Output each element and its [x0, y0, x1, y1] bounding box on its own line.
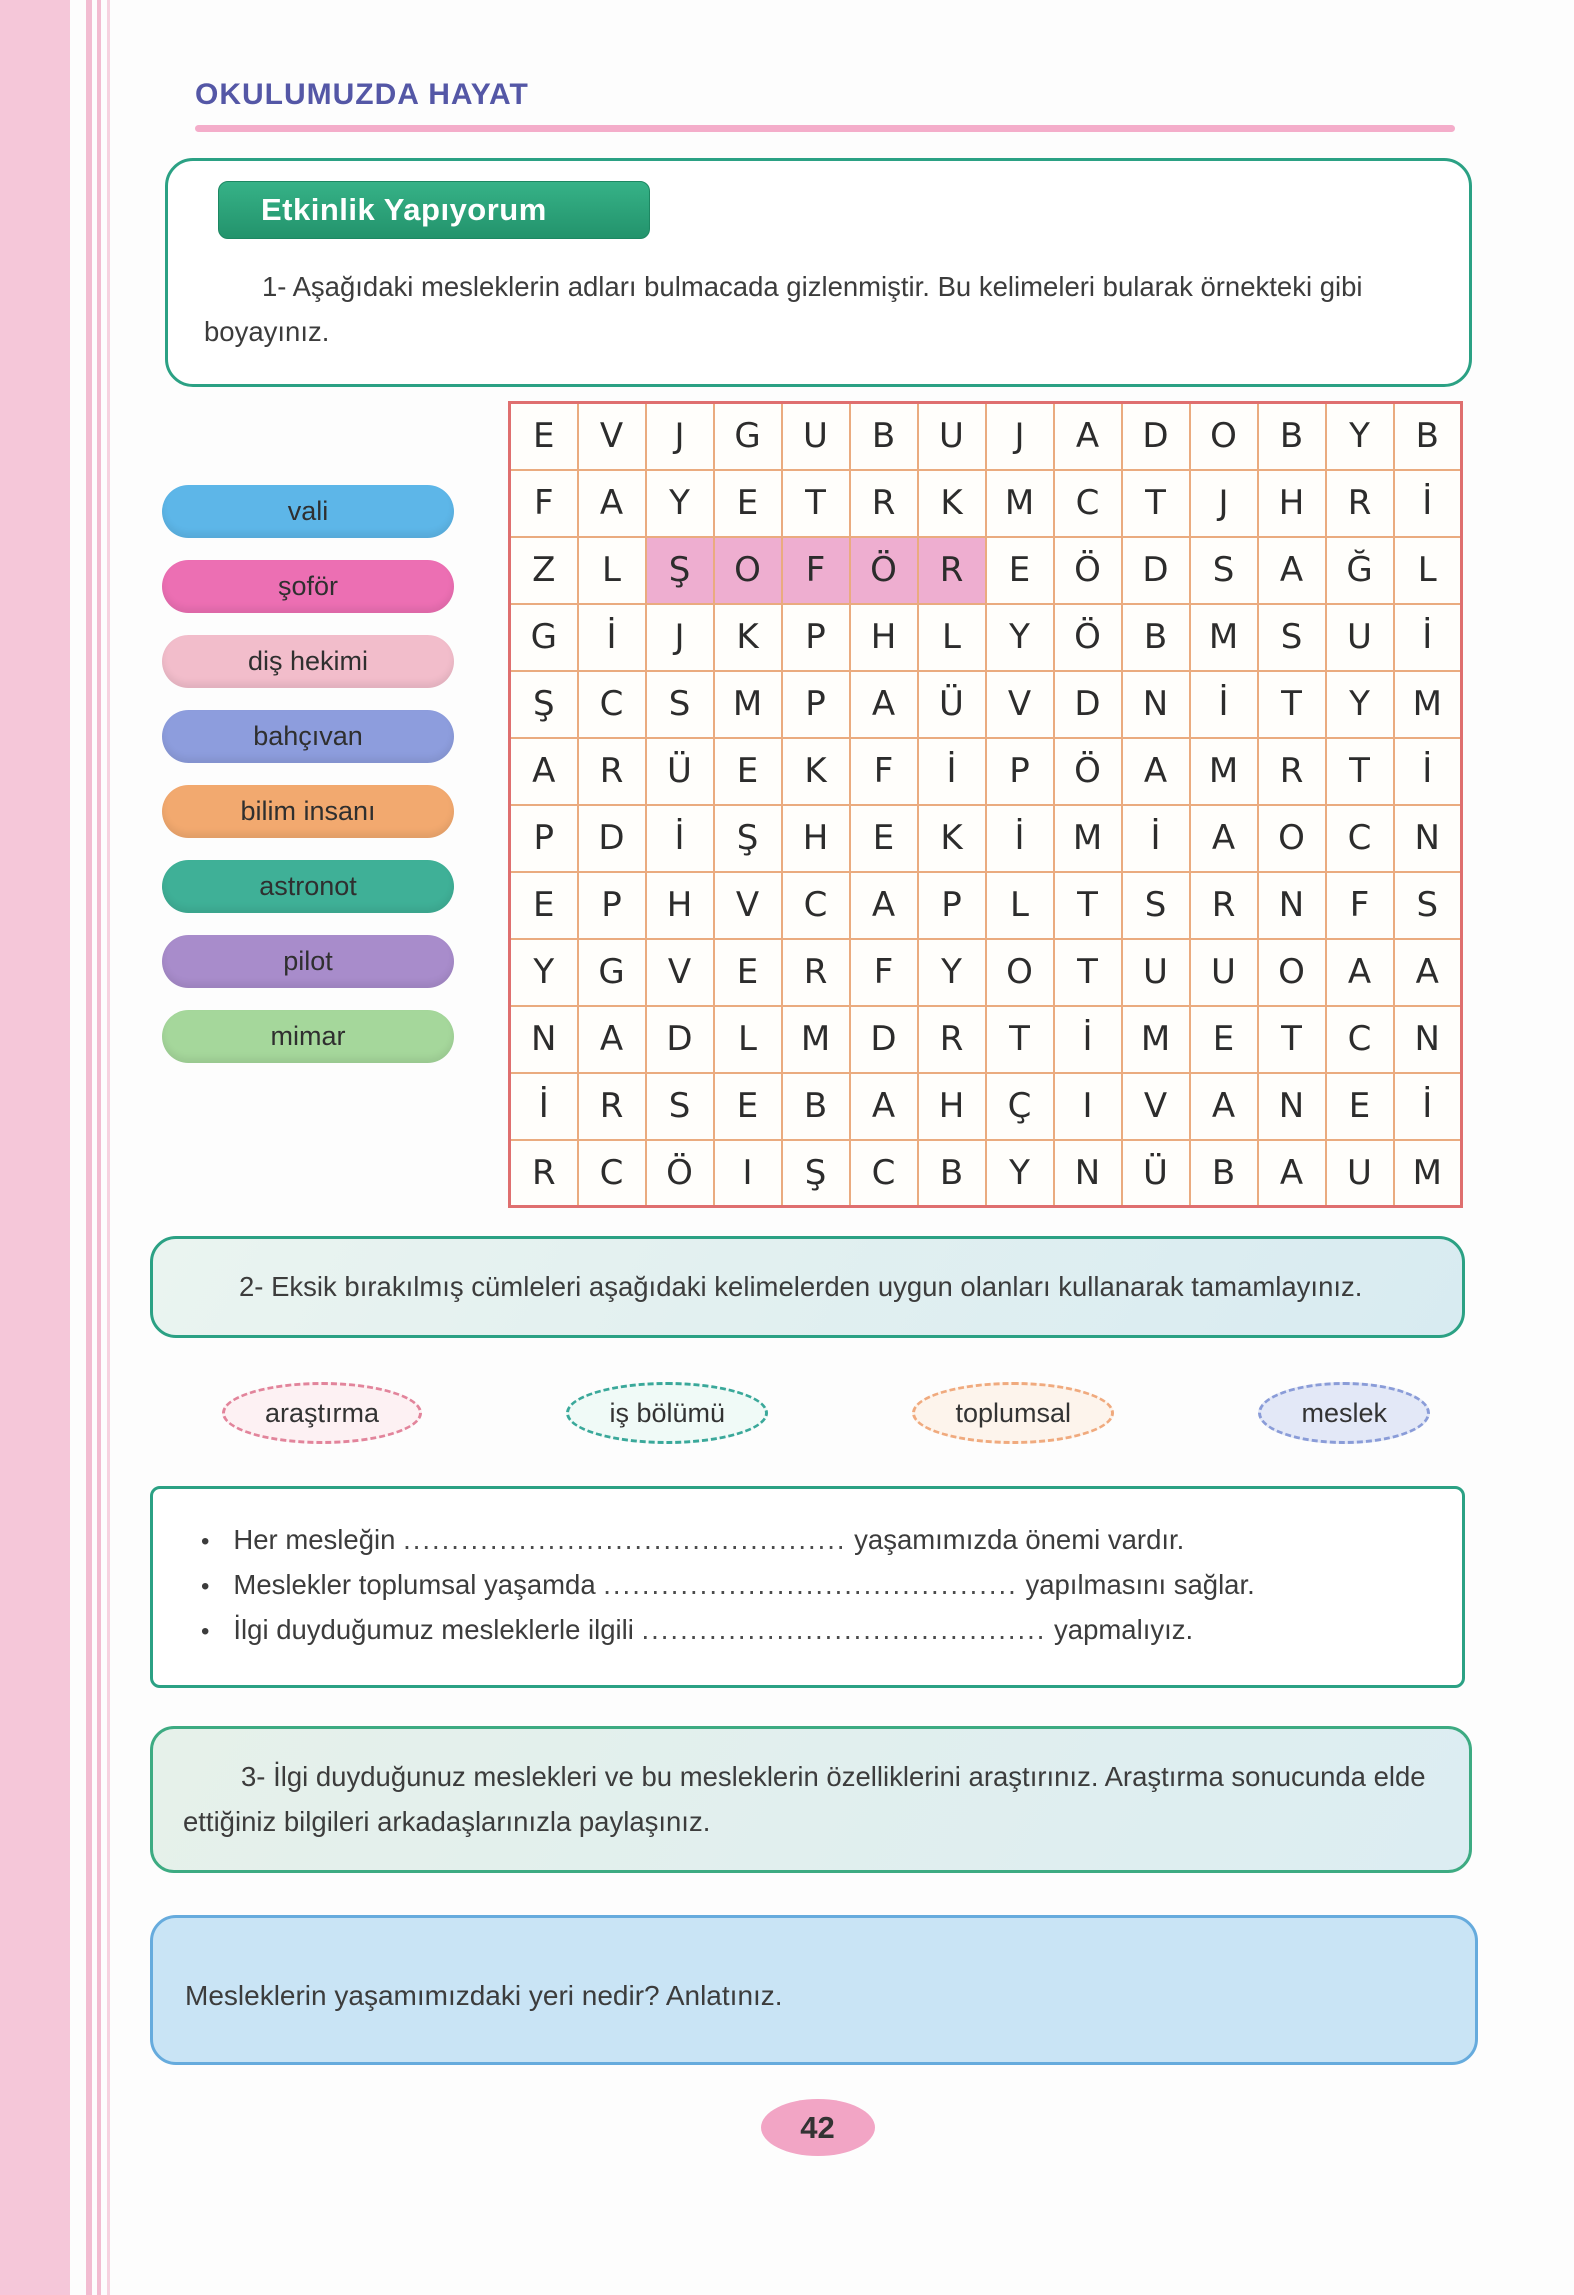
grid-cell: J [986, 403, 1054, 470]
grid-cell: R [1258, 738, 1326, 805]
grid-cell: İ [1394, 470, 1462, 537]
grid-cell: E [1190, 1006, 1258, 1073]
grid-cell: E [986, 537, 1054, 604]
grid-cell-highlighted: Ö [850, 537, 918, 604]
grid-cell: Y [986, 604, 1054, 671]
grid-cell: S [1258, 604, 1326, 671]
grid-cell: N [1394, 805, 1462, 872]
blank-line: ........................................... [603, 1569, 1018, 1601]
word-bank-badge: toplumsal [912, 1382, 1114, 1444]
page-title: OKULUMUZDA HAYAT [195, 78, 529, 111]
grid-cell: T [1326, 738, 1394, 805]
grid-cell: O [986, 939, 1054, 1006]
grid-cell: I [714, 1140, 782, 1207]
grid-cell: A [1258, 1140, 1326, 1207]
grid-cell: R [510, 1140, 578, 1207]
grid-cell: Ş [714, 805, 782, 872]
grid-cell: P [510, 805, 578, 872]
blank-line: .............................................. [403, 1524, 847, 1556]
grid-cell: J [1190, 470, 1258, 537]
grid-cell: Ş [510, 671, 578, 738]
grid-cell: N [1054, 1140, 1122, 1207]
grid-cell: H [850, 604, 918, 671]
grid-cell: İ [1054, 1006, 1122, 1073]
grid-cell: O [1258, 805, 1326, 872]
grid-cell: Ö [646, 1140, 714, 1207]
grid-cell: E [850, 805, 918, 872]
grid-cell: B [1258, 403, 1326, 470]
grid-cell: C [1326, 1006, 1394, 1073]
grid-cell: M [1190, 738, 1258, 805]
grid-row [510, 604, 1462, 671]
word-pill: şoför [162, 560, 454, 613]
grid-cell: R [1326, 470, 1394, 537]
grid-cell: Ö [1054, 537, 1122, 604]
grid-cell: Ö [1054, 604, 1122, 671]
grid-cell: V [1122, 1073, 1190, 1140]
grid-cell: V [986, 671, 1054, 738]
grid-cell: E [714, 939, 782, 1006]
grid-cell: C [782, 872, 850, 939]
grid-cell: T [782, 470, 850, 537]
word-pill: diş hekimi [162, 635, 454, 688]
word-pill: mimar [162, 1010, 454, 1063]
grid-cell: Z [510, 537, 578, 604]
grid-cell: A [850, 872, 918, 939]
grid-cell: T [1258, 1006, 1326, 1073]
grid-cell: Y [1326, 671, 1394, 738]
grid-cell: R [850, 470, 918, 537]
grid-cell: P [986, 738, 1054, 805]
grid-cell: C [578, 671, 646, 738]
grid-cell: C [578, 1140, 646, 1207]
grid-cell: B [850, 403, 918, 470]
bullet-dot: • [201, 1573, 210, 1601]
grid-cell: R [918, 1006, 986, 1073]
sentence-after: yaşamımızda önemi vardır. [846, 1524, 1185, 1556]
grid-cell: L [918, 604, 986, 671]
grid-cell: M [714, 671, 782, 738]
page-number-badge [761, 2099, 875, 2156]
grid-cell: A [578, 470, 646, 537]
grid-cell: O [1190, 403, 1258, 470]
grid-cell: Ö [1054, 738, 1122, 805]
grid-cell: T [986, 1006, 1054, 1073]
grid-cell: İ [1190, 671, 1258, 738]
grid-cell: E [714, 470, 782, 537]
grid-row [510, 738, 1462, 805]
grid-row [510, 537, 1462, 604]
task3-box [150, 1726, 1472, 1873]
binding-stripe-thin-3 [107, 0, 110, 2295]
fill-in-sentence [201, 1614, 1438, 1646]
grid-cell: J [646, 403, 714, 470]
grid-cell: A [1190, 805, 1258, 872]
grid-row [510, 403, 1462, 470]
grid-cell: İ [1394, 604, 1462, 671]
grid-cell: S [1190, 537, 1258, 604]
grid-cell: M [1054, 805, 1122, 872]
grid-cell: İ [1394, 738, 1462, 805]
grid-cell: A [1394, 939, 1462, 1006]
grid-cell: P [918, 872, 986, 939]
grid-cell: G [578, 939, 646, 1006]
task1-instruction: 1- Aşağıdaki mesleklerin adları bulmacada gizlenmiştir. Bu kelimeleri bularak örnekteki gibi boyayınız. [204, 271, 1363, 347]
word-pill: pilot [162, 935, 454, 988]
grid-cell: Y [986, 1140, 1054, 1207]
question-text: Mesleklerin yaşamımızdaki yeri nedir? Anlatınız. [185, 1980, 783, 2012]
grid-cell: H [782, 805, 850, 872]
grid-row [510, 671, 1462, 738]
grid-cell: S [646, 671, 714, 738]
grid-cell: İ [510, 1073, 578, 1140]
grid-cell-highlighted: Ş [646, 537, 714, 604]
grid-cell: N [1394, 1006, 1462, 1073]
fill-in-sentence [201, 1524, 1438, 1556]
grid-cell: A [1054, 403, 1122, 470]
grid-cell: R [578, 1073, 646, 1140]
grid-cell: Y [510, 939, 578, 1006]
grid-cell: U [782, 403, 850, 470]
grid-cell: T [1122, 470, 1190, 537]
grid-cell: L [714, 1006, 782, 1073]
blank-line: .......................................... [641, 1614, 1047, 1646]
word-pill: bilim insanı [162, 785, 454, 838]
grid-cell: V [578, 403, 646, 470]
grid-cell: A [578, 1006, 646, 1073]
grid-cell: B [1190, 1140, 1258, 1207]
grid-cell: M [1394, 1140, 1462, 1207]
grid-cell-highlighted: F [782, 537, 850, 604]
grid-cell: P [782, 604, 850, 671]
grid-row [510, 1006, 1462, 1073]
grid-cell: H [918, 1073, 986, 1140]
grid-cell: S [1394, 872, 1462, 939]
grid-cell: F [1326, 872, 1394, 939]
title-underline [195, 125, 1455, 132]
grid-cell: D [850, 1006, 918, 1073]
grid-cell: E [714, 1073, 782, 1140]
grid-cell: R [578, 738, 646, 805]
grid-cell: V [714, 872, 782, 939]
grid-cell: C [1326, 805, 1394, 872]
grid-cell: N [510, 1006, 578, 1073]
grid-cell: F [510, 470, 578, 537]
bullet-dot: • [201, 1618, 210, 1646]
grid-cell: F [850, 738, 918, 805]
grid-cell: N [1258, 1073, 1326, 1140]
grid-cell: E [510, 403, 578, 470]
grid-cell: H [1258, 470, 1326, 537]
grid-cell: L [986, 872, 1054, 939]
grid-cell: B [782, 1073, 850, 1140]
grid-cell: V [646, 939, 714, 1006]
grid-cell: İ [646, 805, 714, 872]
grid-cell: B [1394, 403, 1462, 470]
grid-cell: N [1258, 872, 1326, 939]
grid-cell: Ü [918, 671, 986, 738]
grid-cell: Y [1326, 403, 1394, 470]
grid-cell: G [510, 604, 578, 671]
task2-box [150, 1236, 1465, 1338]
task1-box [165, 158, 1472, 387]
grid-cell: G [714, 403, 782, 470]
word-bank-badge: meslek [1258, 1382, 1430, 1444]
grid-cell: C [1054, 470, 1122, 537]
word-list [150, 401, 508, 1208]
grid-cell: Y [918, 939, 986, 1006]
activity-banner: Etkinlik Yapıyorum [218, 181, 650, 239]
grid-cell: T [1054, 939, 1122, 1006]
grid-cell: O [1258, 939, 1326, 1006]
sentence-before: Her mesleğin [233, 1524, 404, 1556]
grid-cell: N [1122, 671, 1190, 738]
grid-cell: M [986, 470, 1054, 537]
grid-cell: T [1258, 671, 1326, 738]
grid-cell: E [714, 738, 782, 805]
grid-cell: A [850, 1073, 918, 1140]
grid-cell: H [646, 872, 714, 939]
sentence-before: İlgi duyduğumuz mesleklerle ilgili [233, 1614, 642, 1646]
sentence-list [150, 1486, 1465, 1688]
grid-cell: Y [646, 470, 714, 537]
grid-cell: U [1190, 939, 1258, 1006]
grid-cell: U [1326, 1140, 1394, 1207]
sentence-after: yapmalıyız. [1046, 1614, 1194, 1646]
word-bank-badge: iş bölümü [566, 1382, 768, 1444]
grid-cell: F [850, 939, 918, 1006]
task3-instruction: 3- İlgi duyduğunuz meslekleri ve bu mesleklerin özelliklerini araştırınız. Araştırma sonucunda elde ettiğiniz bilgileri arkadaşlarınızla paylaşınız. [183, 1761, 1426, 1837]
binding-stripe-main [0, 0, 70, 2295]
grid-cell: P [578, 872, 646, 939]
grid-cell: E [1326, 1073, 1394, 1140]
bullet-dot: • [201, 1528, 210, 1556]
grid-cell: K [782, 738, 850, 805]
grid-cell: İ [918, 738, 986, 805]
grid-cell-highlighted: O [714, 537, 782, 604]
grid-cell: A [850, 671, 918, 738]
page-number: 42 [800, 2109, 835, 2145]
page-content [150, 78, 1485, 2156]
grid-cell: M [1190, 604, 1258, 671]
grid-cell: A [1326, 939, 1394, 1006]
grid-row [510, 872, 1462, 939]
task2-instruction: 2- Eksik bırakılmış cümleleri aşağıdaki kelimelerden uygun olanları kullanarak tamamlayınız. [239, 1271, 1363, 1303]
grid-cell: D [646, 1006, 714, 1073]
grid-cell: B [1122, 604, 1190, 671]
grid-cell: Ü [646, 738, 714, 805]
grid-cell: P [782, 671, 850, 738]
grid-cell: B [918, 1140, 986, 1207]
binding-stripe-thin-1 [86, 0, 92, 2295]
sentence-before: Meslekler toplumsal yaşamda [233, 1569, 604, 1601]
grid-cell: İ [1122, 805, 1190, 872]
puzzle-area [150, 401, 1485, 1208]
sentence-after: yapılmasını sağlar. [1017, 1569, 1255, 1601]
grid-cell: İ [1394, 1073, 1462, 1140]
grid-cell: R [782, 939, 850, 1006]
grid-cell: I [1054, 1073, 1122, 1140]
grid-cell: U [1326, 604, 1394, 671]
grid-cell: A [1122, 738, 1190, 805]
word-bank-badge: araştırma [222, 1382, 422, 1444]
binding-stripe-thin-2 [97, 0, 101, 2295]
grid-cell: U [1122, 939, 1190, 1006]
grid-row [510, 1140, 1462, 1207]
word-pill: vali [162, 485, 454, 538]
grid-row [510, 939, 1462, 1006]
grid-cell: M [782, 1006, 850, 1073]
fill-in-sentence [201, 1569, 1438, 1601]
grid-cell: A [1258, 537, 1326, 604]
grid-cell: İ [578, 604, 646, 671]
word-bank [150, 1382, 1485, 1444]
grid-cell: A [1190, 1073, 1258, 1140]
grid-cell: K [714, 604, 782, 671]
grid-cell: A [510, 738, 578, 805]
question-box [150, 1915, 1478, 2065]
grid-cell: D [578, 805, 646, 872]
grid-cell: K [918, 805, 986, 872]
word-search-grid [508, 401, 1463, 1208]
grid-cell: C [850, 1140, 918, 1207]
grid-cell: D [1122, 537, 1190, 604]
grid-cell: L [578, 537, 646, 604]
grid-cell: D [1122, 403, 1190, 470]
grid-cell: Ç [986, 1073, 1054, 1140]
grid-cell: Ü [1122, 1140, 1190, 1207]
grid-cell: Ğ [1326, 537, 1394, 604]
grid-cell: S [1122, 872, 1190, 939]
grid-cell: U [918, 403, 986, 470]
word-pill: astronot [162, 860, 454, 913]
grid-cell: T [1054, 872, 1122, 939]
grid-cell: İ [986, 805, 1054, 872]
grid-cell: S [646, 1073, 714, 1140]
grid-cell: L [1394, 537, 1462, 604]
grid-cell: M [1122, 1006, 1190, 1073]
grid-row [510, 805, 1462, 872]
grid-cell: E [510, 872, 578, 939]
grid-row [510, 1073, 1462, 1140]
grid-cell: K [918, 470, 986, 537]
grid-cell: M [1394, 671, 1462, 738]
grid-cell: D [1054, 671, 1122, 738]
grid-cell: R [1190, 872, 1258, 939]
word-pill: bahçıvan [162, 710, 454, 763]
grid-row [510, 470, 1462, 537]
grid-cell: J [646, 604, 714, 671]
grid-cell: Ş [782, 1140, 850, 1207]
grid-cell-highlighted: R [918, 537, 986, 604]
